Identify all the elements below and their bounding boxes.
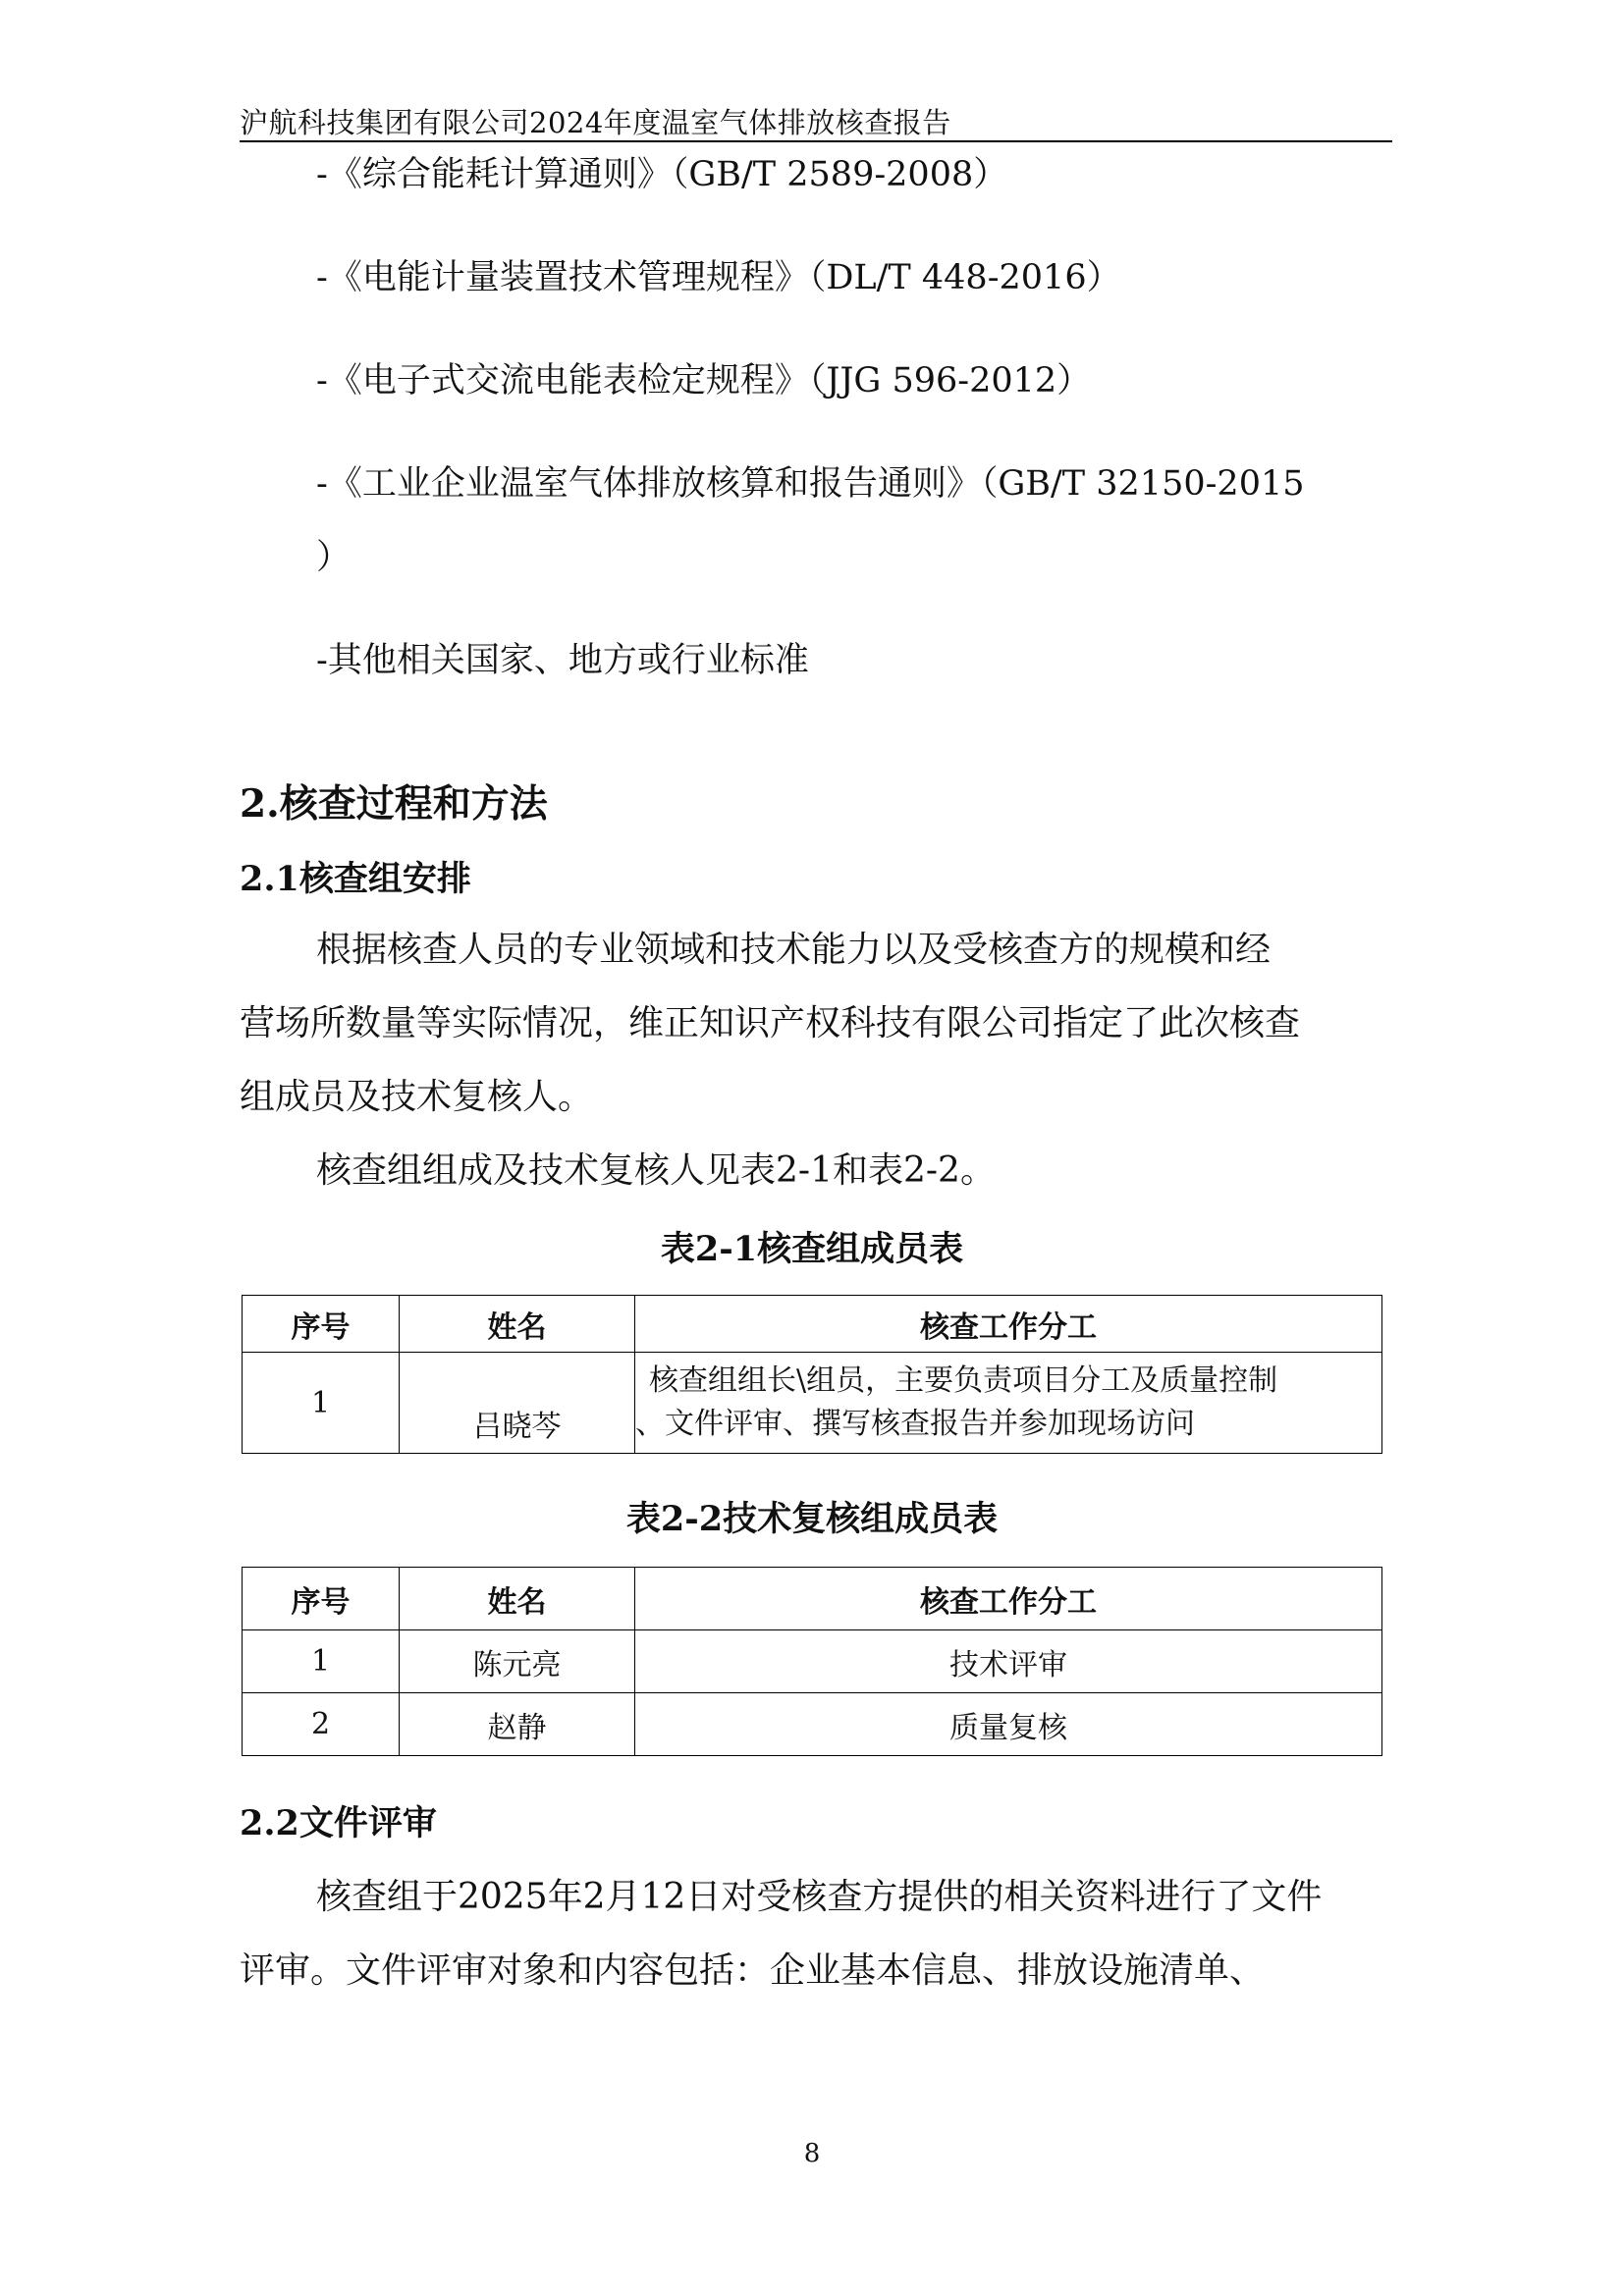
paragraph	[240, 1860, 1392, 2007]
table-row	[243, 1693, 1382, 1756]
table-cell-name: 陈元亮	[400, 1630, 635, 1693]
table-cell-number: 1	[243, 1630, 400, 1693]
table-cell-duty	[635, 1353, 1382, 1454]
paragraph	[240, 913, 1392, 1134]
reference-item: -《工业企业温室气体排放核算和报告通则》（GB/T 32150-2015	[316, 464, 1305, 504]
reference-item: -《电子式交流电能表检定规程》（JJG 596-2012）	[316, 361, 1092, 400]
paragraph-line: 评审。文件评审对象和内容包括：企业基本信息、排放设施清单、	[240, 1950, 1266, 1991]
table-header-cell: 姓名	[400, 1568, 635, 1630]
table-caption: 表2-1核查组成员表	[660, 1229, 964, 1269]
reference-item: -《电能计量装置技术管理规程》（DL/T 448-2016）	[316, 258, 1121, 297]
table-caption: 表2-2技术复核组成员表	[625, 1499, 999, 1539]
reference-item: -《综合能耗计算通则》（GB/T 2589-2008）	[316, 155, 1008, 194]
table-cell-number: 2	[243, 1693, 400, 1756]
header-divider	[240, 140, 1392, 142]
paragraph-line: 根据核查人员的专业领域和技术能力以及受核查方的规模和经	[316, 930, 1272, 970]
table-header-cell: 姓名	[400, 1296, 635, 1353]
table-header-cell: 序号	[243, 1296, 400, 1353]
section-heading: 2.核查过程和方法	[240, 781, 548, 827]
table-cell-name: 吕晓芩	[400, 1353, 635, 1454]
duty-line: 、文件评审、撰写核查报告并参加现场访问	[635, 1407, 1195, 1441]
running-header: 沪航科技集团有限公司2024年度温室气体排放核查报告	[240, 106, 951, 139]
page-number: 8	[803, 2139, 821, 2168]
subsection-heading: 2.1核查组安排	[240, 859, 471, 899]
table-header-cell: 核查工作分工	[635, 1296, 1382, 1353]
table-cell-duty: 技术评审	[635, 1630, 1382, 1693]
table-cell-name: 赵静	[400, 1693, 635, 1756]
subsection-heading: 2.2文件评审	[240, 1803, 437, 1843]
table-header-cell: 序号	[243, 1568, 400, 1630]
table-row	[243, 1353, 1382, 1454]
paragraph-line: 组成员及技术复核人。	[240, 1077, 594, 1117]
verification-team-table	[242, 1295, 1382, 1454]
paragraph: 核查组组成及技术复核人见表2-1和表2-2。	[316, 1150, 996, 1191]
technical-review-table	[242, 1567, 1382, 1756]
table-cell-number: 1	[243, 1353, 400, 1454]
duty-line: 核查组组长\组员，主要负责项目分工及质量控制	[649, 1363, 1278, 1398]
table-header-row	[243, 1568, 1382, 1630]
paragraph-line: 核查组于2025年2月12日对受核查方提供的相关资料进行了文件	[316, 1877, 1323, 1917]
table-header-cell: 核查工作分工	[635, 1568, 1382, 1630]
paragraph-line: 营场所数量等实际情况，维正知识产权科技有限公司指定了此次核查	[240, 1003, 1301, 1043]
table-cell-duty: 质量复核	[635, 1693, 1382, 1756]
table-row	[243, 1630, 1382, 1693]
reference-item-continuation: ）	[316, 538, 352, 577]
table-header-row	[243, 1296, 1382, 1353]
reference-item: -其他相关国家、地方或行业标准	[316, 641, 809, 680]
